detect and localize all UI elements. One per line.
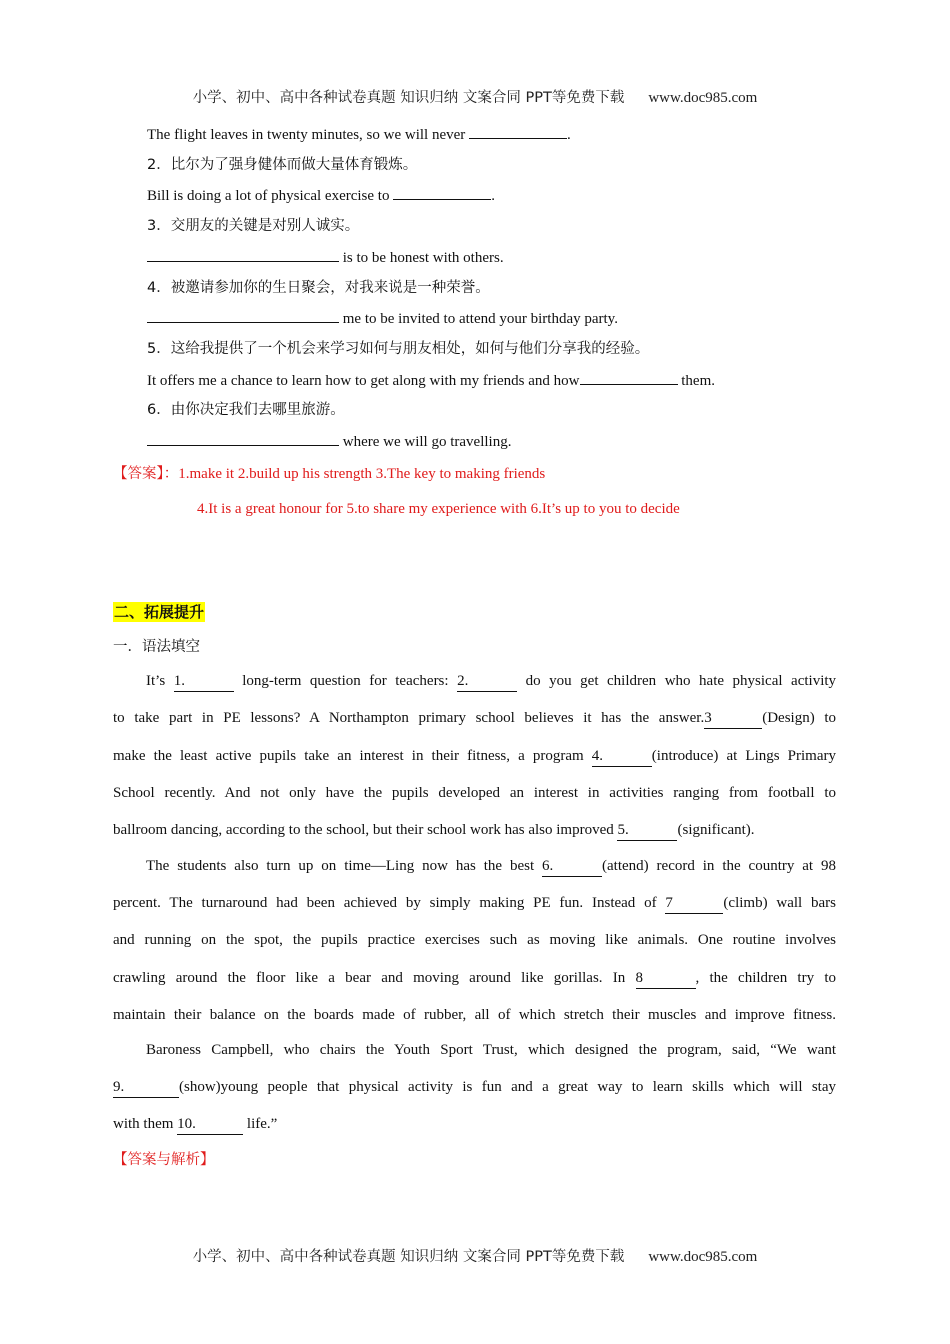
cloze-blank-3: 3 [704,708,762,729]
cloze-blank-10: 10. [177,1114,243,1135]
page-footer [0,1245,950,1266]
section2-subtitle: 一．语法填空 [113,639,200,655]
q6-chinese: 6．由你决定我们去哪里旅游。 [147,402,345,418]
header-text: 小学、初中、高中各种试卷真题 知识归纳 文案合同 PPT等免费下载 [192,90,625,106]
q1-english: The flight leaves in twenty minutes, so we will never . [147,124,571,145]
q5-chinese: 5．这给我提供了一个机会来学习如何与朋友相处，如何与他们分享我的经验。 [147,341,650,357]
cloze-line-7: percent. The turnaround had been achieved by simply making PE fun. Instead of 7 (climb) wall bars [113,893,836,914]
q1-blank [469,124,567,139]
cloze-blank-6: 6. [542,856,602,877]
cloze-line-8: and running on the spot, the pupils practice exercises such as moving like animals. One routine involves [113,932,836,948]
cloze-line-6: The students also turn up on time—Ling now has the best 6. (attend) record in the country at 98 [113,856,836,877]
cloze-line-12: 9. (show)young people that physical activity is fun and a great way to learn skills which will stay [113,1077,836,1098]
cloze-line-9: crawling around the floor like a bear and moving around like gorillas. In 8 , the children try to [113,968,836,989]
cloze-line-2: to take part in PE lessons? A Northampton primary school believes it has the answer.3 (Design) to [113,708,836,729]
page-header [0,86,950,107]
footer-text: 小学、初中、高中各种试卷真题 知识归纳 文案合同 PPT等免费下载 [192,1249,625,1265]
cloze-blank-9: 9. [113,1077,179,1098]
answer1-label: 【答案】： [113,466,179,482]
q5-blank [580,370,678,385]
cloze-line-4: School recently. And not only have the pupils developed an interest in activities ranging from football to [113,785,836,801]
cloze-blank-4: 4. [592,746,652,767]
cloze-blank-7: 7 [665,893,723,914]
header-url[interactable]: www.doc985.com [648,90,758,106]
section2-title: 二、拓展提升 [114,603,205,621]
cloze-line-1: It’s 1. long-term question for teachers: 2. do you get children who hate physical activity [113,671,836,692]
answer1-line1: 【答案】：1.make it 2.build up his strength 3.The key to making friends [113,466,546,482]
cloze-line-3: make the least active pupils take an interest in their fitness, a program 4. (introduce) at Lings Primary [113,746,836,767]
footer-url[interactable]: www.doc985.com [648,1249,758,1265]
cloze-line-13: with them 10. life.” [113,1114,836,1135]
q3-english: is to be honest with others. [147,247,504,268]
q4-english: me to be invited to attend your birthday party. [147,308,618,329]
q2-chinese: 2．比尔为了强身健体而做大量体育锻炼。 [147,157,418,173]
cloze-line-10: maintain their balance on the boards made of rubber, all of which stretch their muscles and improve fitness. [113,1007,836,1023]
cloze-blank-1: 1. [174,671,234,692]
q2-english: Bill is doing a lot of physical exercise to . [147,185,495,206]
cloze-blank-2: 2. [457,671,517,692]
answer1-line2: 4.It is a great honour for 5.to share my experience with 6.It’s up to you to decide [197,501,680,517]
q6-english: where we will go travelling. [147,431,511,452]
q4-chinese: 4．被邀请参加你的生日聚会，对我来说是一种荣誉。 [147,280,490,296]
q6-blank [147,431,339,446]
answer2-label: 【答案与解析】 [113,1152,215,1168]
cloze-blank-5: 5. [617,820,677,841]
q5-english: It offers me a chance to learn how to get along with my friends and how them. [147,370,715,391]
q3-chinese: 3．交朋友的关键是对别人诚实。 [147,218,360,234]
cloze-blank-8: 8 [636,968,696,989]
q3-blank [147,247,339,262]
cloze-line-5: ballroom dancing, according to the school, but their school work has also improved 5. (significant). [113,820,836,841]
q2-blank [393,185,491,200]
cloze-line-11: Baroness Campbell, who chairs the Youth Sport Trust, which designed the program, said, “We want [146,1042,836,1058]
q4-blank [147,308,339,323]
